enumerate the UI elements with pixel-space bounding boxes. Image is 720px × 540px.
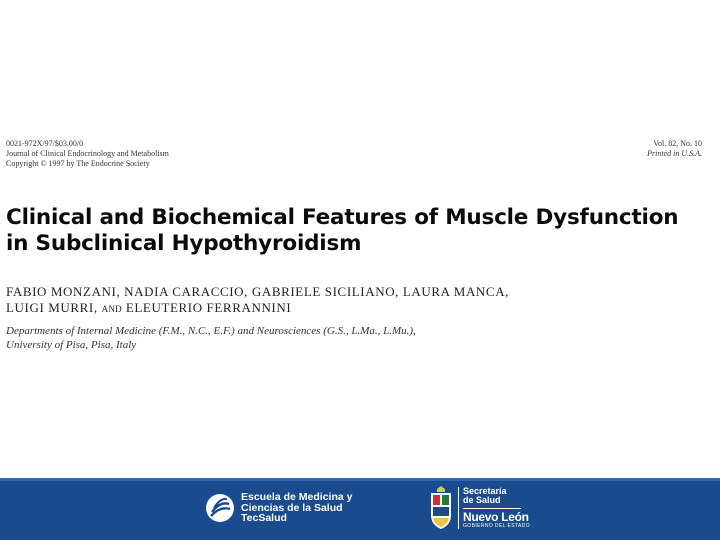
footer-bar: [0, 478, 720, 540]
salud-label: de Salud: [463, 495, 501, 505]
tecsalud-wordmark: [241, 492, 352, 524]
tec-line-1: Escuela de Medicina y: [241, 491, 353, 503]
tec-line-2: Ciencias de la Salud: [241, 501, 343, 514]
secretaria-wordmark: [463, 487, 530, 530]
and-conjunction: AND: [101, 303, 122, 314]
title-line-1: Clinical and Biochemical Features of Muscle Dysfunction: [6, 205, 679, 230]
volume-metadata: [647, 139, 702, 159]
logo-divider: [458, 487, 459, 529]
volume-line: Vol. 82, No. 10: [653, 139, 702, 148]
affiliation-line-1: Departments of Internal Medicine (F.M., N.C., E.F.) and Neurosciences (G.S., L.Ma., L.Mu.),: [6, 325, 416, 337]
journal-name: Journal of Clinical Endocrinology and Metabolism: [6, 149, 169, 159]
author-ferrannini: ELEUTERIO FERRANNINI: [125, 299, 292, 315]
wordmark-rule: [463, 508, 521, 509]
authors-line-1: FABIO MONZANI, NADIA CARACCIO, GABRIELE SICILIANO, LAURA MANCA,: [6, 284, 510, 299]
article-title: [6, 205, 711, 257]
author-murri: LUIGI MURRI,: [6, 299, 98, 315]
tecsalud-emblem-icon: [205, 493, 235, 523]
title-line-2: in Subclinical Hypothyroidism: [6, 231, 362, 256]
state-crest-icon: [428, 485, 454, 531]
journal-metadata: [6, 139, 169, 170]
author-list: [6, 284, 509, 317]
issn-line: 0021-972X/97/$03.00/0: [6, 139, 84, 148]
affiliation-line-2: University of Pisa, Pisa, Italy: [6, 339, 137, 351]
printed-line: Printed in U.S.A.: [647, 149, 702, 159]
government-label: GOBIERNO DEL ESTADO: [463, 522, 531, 529]
nuevo-leon-health-logo: [428, 485, 530, 531]
tecsalud-logo: [205, 492, 352, 524]
secretaria-label: Secretaría: [463, 485, 507, 496]
affiliation: [6, 324, 416, 352]
tec-line-3: TecSalud: [241, 512, 287, 524]
state-name: Nuevo León: [463, 509, 529, 524]
copyright-line: Copyright © 1997 by The Endocrine Society: [6, 159, 150, 169]
authors-line-2: [6, 300, 509, 318]
